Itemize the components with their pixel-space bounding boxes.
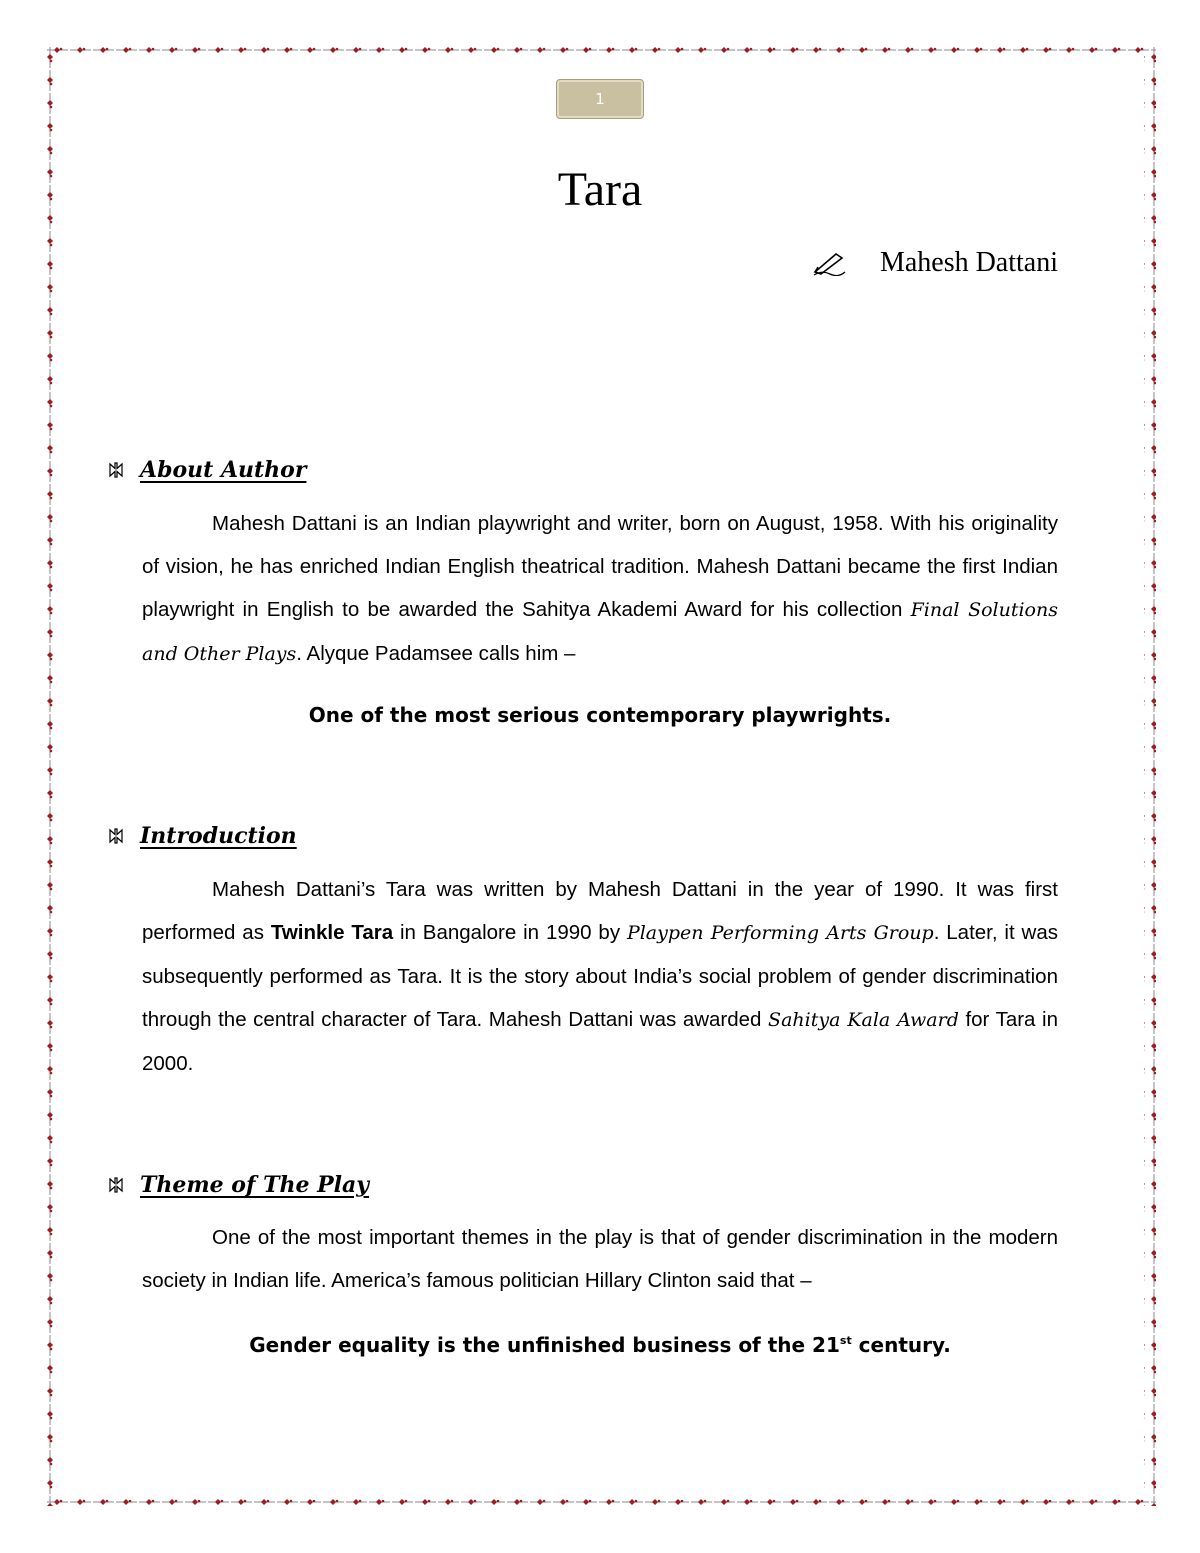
paragraph-text: . Later, it was subsequently performed as Tara. It is the story about India’s social problem of gender discrimination through the central character of Tara. Mahesh Dattani was awarded [142,921,1058,1031]
play-original-title: Twinkle Tara [270,921,394,944]
author-name: Mahesh Dattani [879,247,1058,278]
book-title: Final Solutions and Other Plays [142,599,1058,665]
paragraph-text: Mahesh Dattani is an Indian playwright and writer, born on August, 1958. With his originality of vision, he has enriched Indian English theatrical tradition. Mahesh Dattani became the first Indian playwright in English to be awarded the Sahitya Akademi Award for his collection [142,512,1058,621]
paragraph-text: for Tara in 2000. [142,1008,1058,1075]
section-title: Theme of The Play [140,1172,370,1198]
maltese-cross-icon [108,462,124,478]
maltese-cross-icon [108,1177,124,1193]
section-title: Introduction [140,823,297,849]
paragraph-text: in Bangalore in 1990 by [393,921,627,944]
paragraph-text: . Alyque Padamsee calls him – [296,642,576,665]
paragraph-text: Mahesh Dattani’s Tara was written by Mahesh Dattani in the year of 1990. It was first performed as [142,878,1058,944]
section-title: About Author [140,457,307,483]
about-author-paragraph [142,502,1058,676]
document-title: Tara [557,163,643,216]
page-number-badge [556,79,644,119]
pen-writing-icon [812,250,846,276]
quote-text: Gender equality is the unfinished business of the 21 [249,1333,840,1357]
padamsee-quote: One of the most serious contemporary playwrights. [308,703,892,727]
introduction-paragraph [142,868,1058,1085]
section-heading-about-author [108,454,306,486]
author-byline [812,245,1058,281]
maltese-cross-icon [108,828,124,844]
clinton-quote [0,1326,1200,1360]
page-number: 1 [595,90,605,108]
theme-paragraph: One of the most important themes in the play is that of gender discrimination in the modern society in Indian life. America’s famous politician Hillary Clinton said that – [142,1226,1058,1292]
theatre-group-name: Playpen Performing Arts Group [626,922,934,944]
section-heading-introduction [108,820,297,852]
award-name: Sahitya Kala Award [768,1009,959,1031]
ordinal-suffix: st [839,1334,852,1347]
section-heading-theme [108,1169,369,1201]
quote-text: century. [851,1333,951,1357]
